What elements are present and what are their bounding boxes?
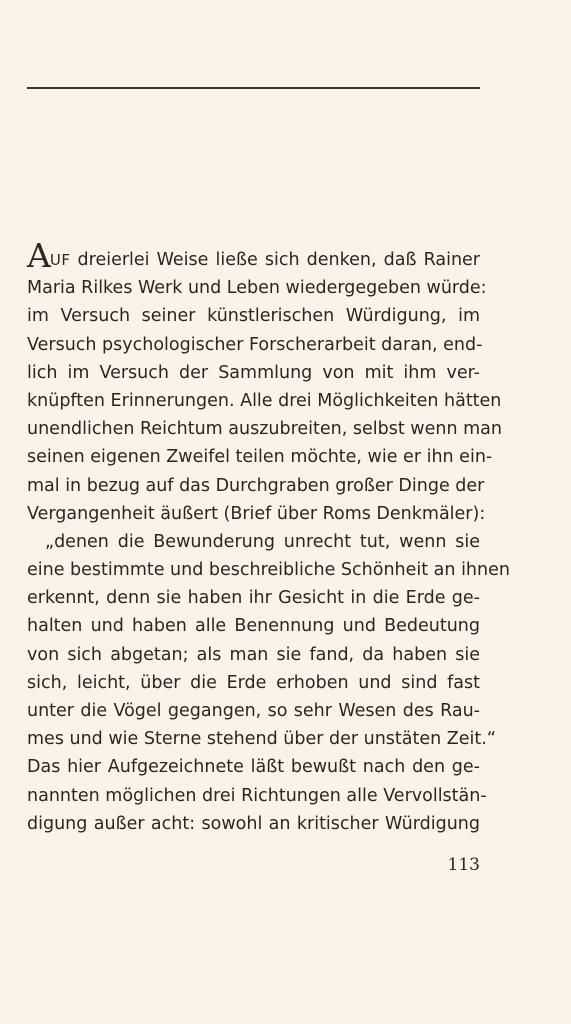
- text-line: mes und wie Sterne stehend über der unstäten Zeit.“: [27, 729, 496, 750]
- text-line: nannten möglichen drei Richtungen alle Vervollstän-: [27, 785, 487, 806]
- text-line: knüpften Erinnerungen. Alle drei Möglichkeiten hätten: [27, 390, 502, 411]
- text-line: [27, 236, 480, 275]
- text-line: von sich abgetan; als man sie fand, da haben sie: [27, 644, 480, 665]
- text-line: Versuch psychologischer Forscherarbeit daran, end-: [27, 334, 483, 355]
- text-line: seinen eigenen Zweifel teilen möchte, wie er ihn ein-: [27, 447, 493, 468]
- text-line: unendlichen Reichtum auszubreiten, selbst wenn man: [27, 419, 502, 440]
- first-line-rest: dreierlei Weise ließe sich denken, daß Rainer: [70, 250, 480, 270]
- text-line: Maria Rilkes Werk und Leben wiedergegeben würde:: [27, 278, 487, 299]
- text-line: digung außer acht: sowohl an kritischer Würdigung: [27, 813, 480, 834]
- text-line: sich, leicht, über die Erde erhoben und sind fast: [27, 672, 480, 693]
- text-line: erkennt, denn sie haben ihr Gesicht in die Erde ge-: [27, 588, 480, 609]
- text-line: lich im Versuch der Sammlung von mit ihm ver-: [27, 362, 480, 383]
- text-line: halten und haben alle Benennung und Bedeutung: [27, 616, 480, 637]
- text-line: Vergangenheit äußert (Brief über Roms Denkmäler):: [27, 503, 486, 524]
- quote-start-line: „denen die Bewunderung unrecht tut, wenn sie: [45, 531, 480, 552]
- body-text: [27, 236, 510, 838]
- text-line: eine bestimmte und beschreibliche Schönheit an ihnen: [27, 560, 510, 581]
- text-line: unter die Vögel gegangen, so sehr Wesen des Rau-: [27, 701, 480, 721]
- text-line: mal in bezug auf das Durchgraben großer Dinge der: [27, 475, 485, 496]
- header-rule: [27, 87, 480, 89]
- text-line: im Versuch seiner künstlerischen Würdigung, im: [27, 306, 480, 327]
- page-number: 113: [447, 855, 480, 875]
- small-caps-word: UF: [49, 251, 71, 269]
- text-line: Das hier Aufgezeichnete läßt bewußt nach den ge-: [27, 757, 480, 778]
- drop-cap: A: [27, 236, 50, 275]
